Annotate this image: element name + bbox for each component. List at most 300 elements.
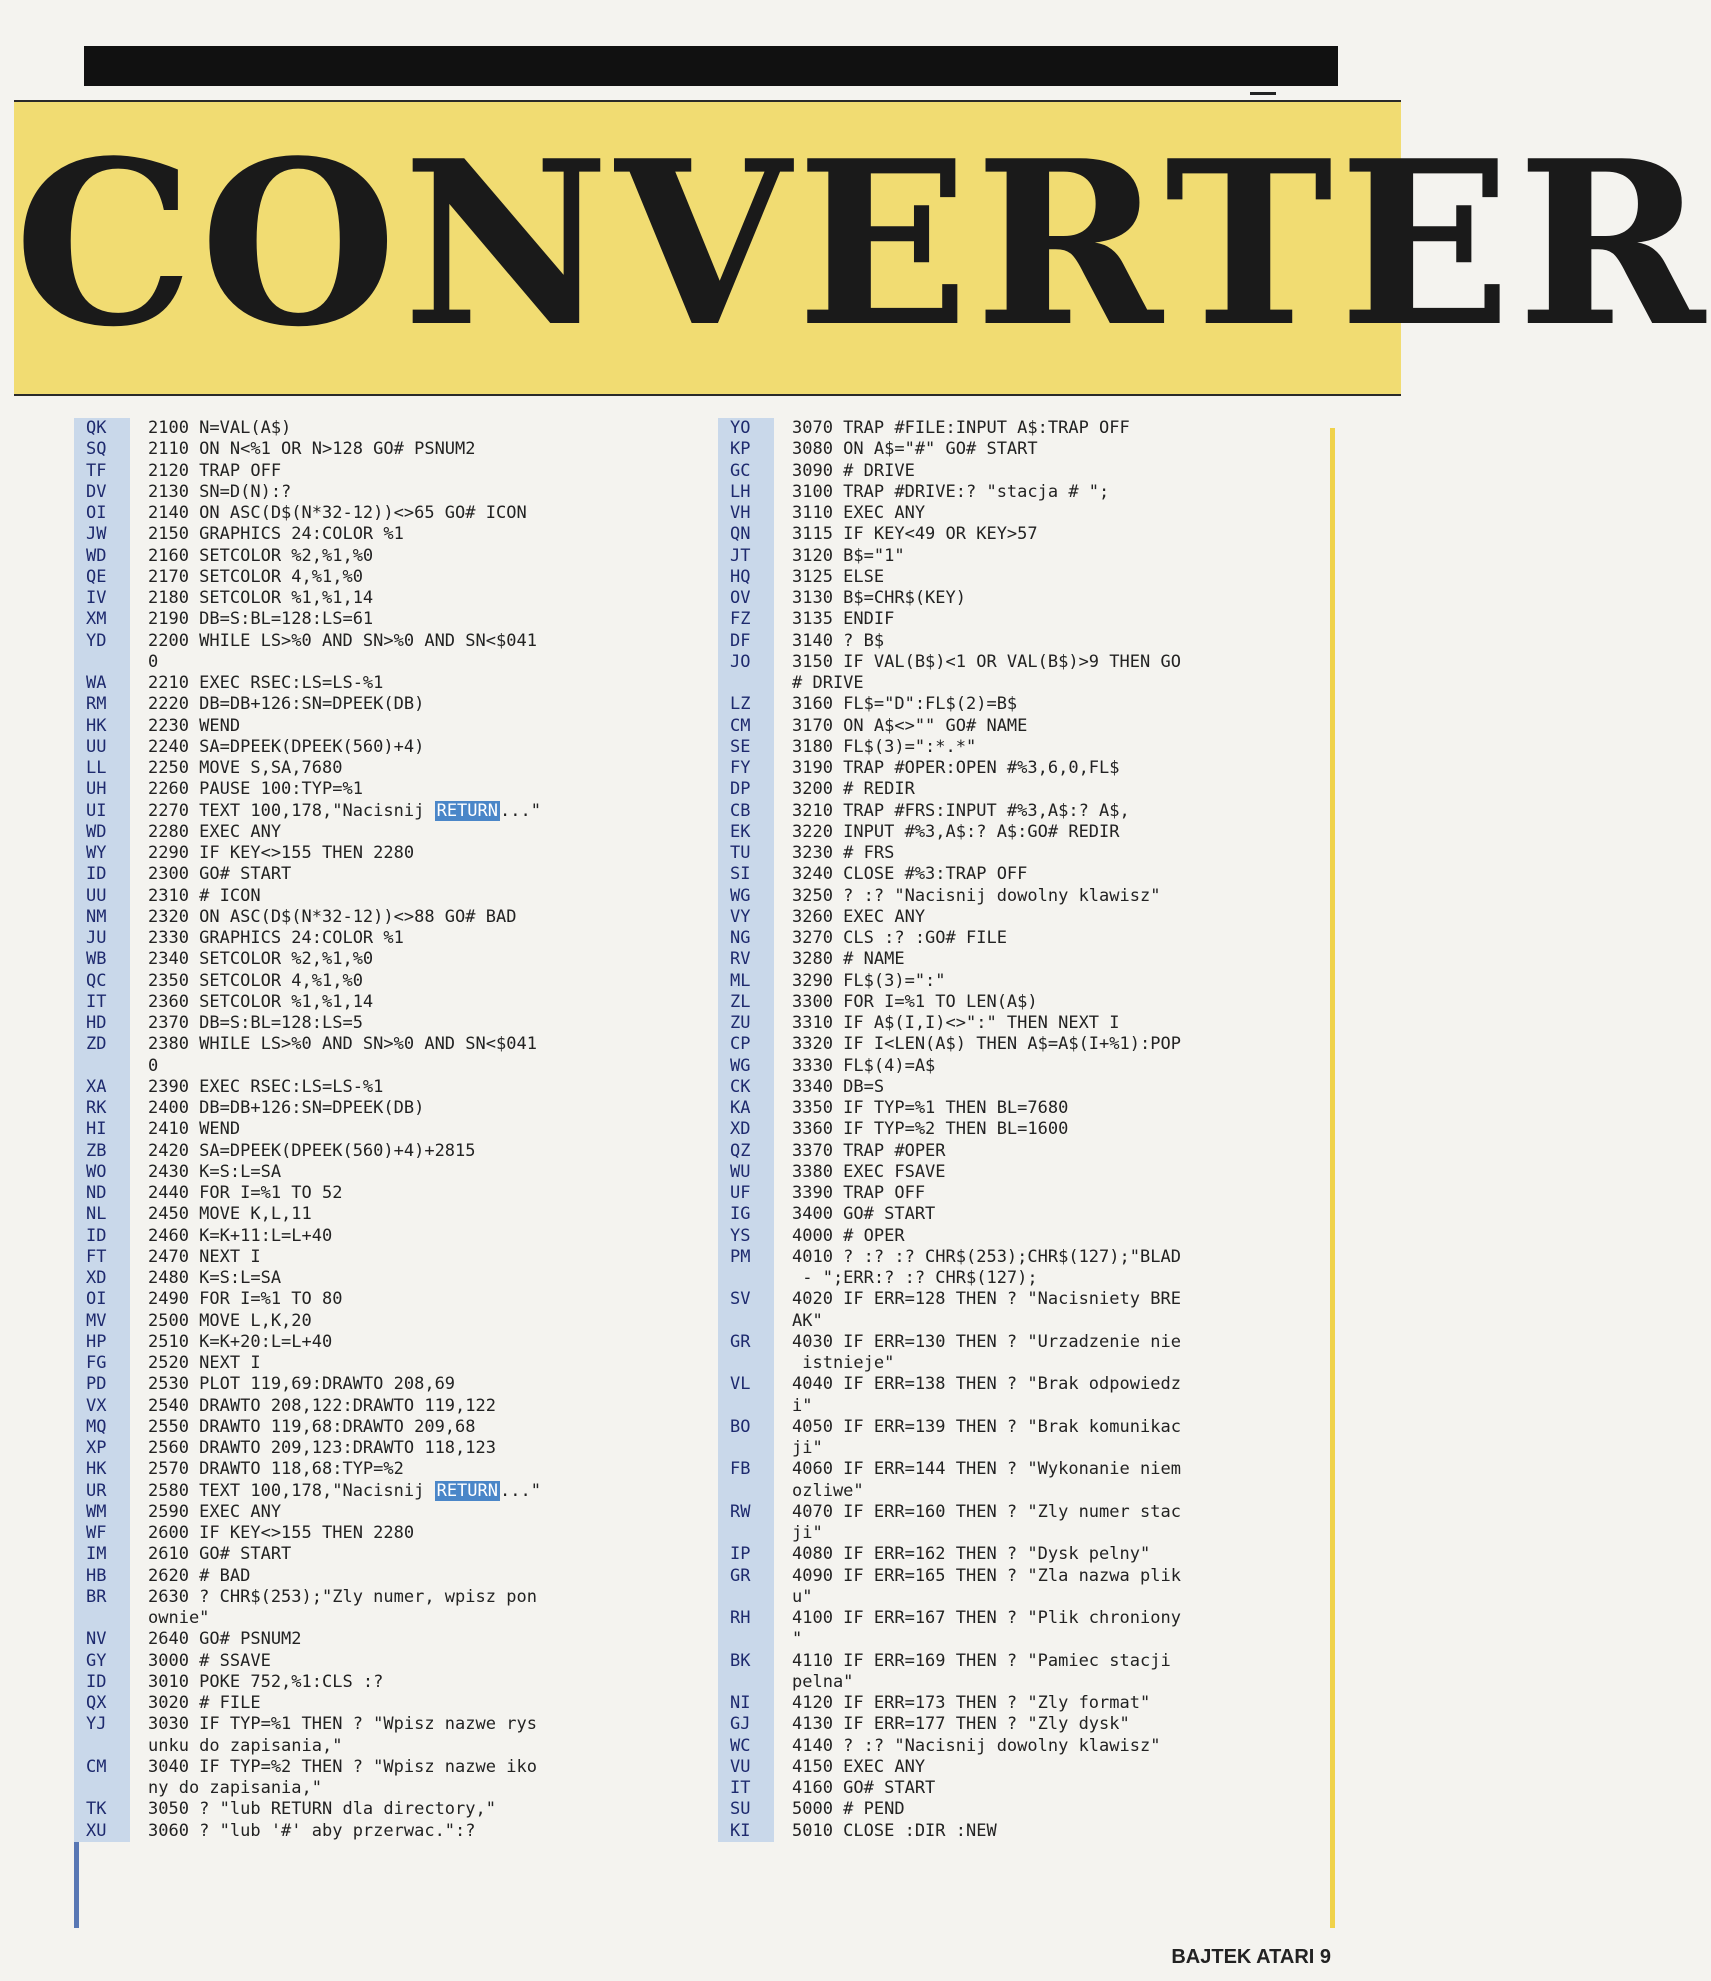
code-text	[130, 1374, 694, 1395]
code-text	[774, 1651, 1338, 1672]
code-text-main: 3000 # SSAVE	[148, 1650, 271, 1671]
code-text-main: 2310 # ICON	[148, 885, 261, 906]
checksum-code: KA	[718, 1098, 774, 1119]
checksum-code: ZU	[718, 1013, 774, 1034]
code-line	[718, 1034, 1338, 1055]
checksum-code: UF	[718, 1183, 774, 1204]
code-text	[774, 1056, 1338, 1077]
checksum-code: HK	[74, 1459, 130, 1480]
checksum-code: UI	[74, 801, 130, 822]
code-line	[718, 971, 1338, 992]
checksum-code	[74, 1608, 130, 1629]
code-line	[74, 971, 694, 992]
code-line	[718, 949, 1338, 970]
code-text	[774, 673, 1338, 694]
code-text-main: 4060 IF ERR=144 THEN ? "Wykonanie niem	[792, 1459, 1181, 1480]
code-text	[130, 1396, 694, 1417]
code-text-main: 2140 ON ASC(D$(N*32-12))<>65 GO# ICON	[148, 503, 527, 523]
code-text-main: 2200 WHILE LS>%0 AND SN>%0 AND SN<$041	[148, 630, 537, 651]
checksum-code	[718, 1672, 774, 1693]
code-line	[74, 1247, 694, 1268]
checksum-code: ZL	[718, 992, 774, 1013]
code-text-main: 4160 GO# START	[792, 1778, 936, 1798]
code-line	[74, 1693, 694, 1714]
code-text-main: 3230 # FRS	[792, 843, 895, 863]
code-text-main: 2480 K=S:L=SA	[148, 1268, 282, 1288]
return-key-highlight: RETURN	[436, 800, 498, 821]
code-line	[74, 1396, 694, 1417]
code-text	[774, 1608, 1338, 1629]
code-text	[130, 779, 694, 800]
code-text	[130, 864, 694, 885]
code-line	[74, 1629, 694, 1650]
checksum-code: BK	[718, 1651, 774, 1672]
code-line	[718, 1353, 1338, 1374]
checksum-code	[74, 652, 130, 673]
code-line	[718, 546, 1338, 567]
code-line	[74, 1183, 694, 1204]
checksum-code: OV	[718, 588, 774, 609]
checksum-code: WU	[718, 1162, 774, 1183]
checksum-code: MV	[74, 1311, 130, 1332]
code-text	[774, 1289, 1338, 1310]
code-text	[130, 1799, 694, 1820]
code-text-main: 4050 IF ERR=139 THEN ? "Brak komunikac	[792, 1416, 1181, 1437]
code-line	[718, 1183, 1338, 1204]
code-text-main: 2610 GO# START	[148, 1544, 292, 1565]
code-line	[718, 907, 1338, 928]
code-text	[774, 503, 1338, 524]
code-text-main: 4070 IF ERR=160 THEN ? "Zly numer stac	[792, 1501, 1181, 1522]
code-text	[130, 1608, 694, 1629]
checksum-code: NL	[74, 1204, 130, 1225]
code-text	[774, 779, 1338, 800]
checksum-code: YO	[718, 418, 774, 439]
code-line	[718, 1311, 1338, 1332]
code-text	[774, 1098, 1338, 1119]
checksum-code: QX	[74, 1693, 130, 1714]
code-text-main: ji"	[792, 1438, 823, 1458]
code-text-after: ..."	[500, 1480, 541, 1501]
code-line	[74, 1438, 694, 1459]
code-text	[130, 609, 694, 630]
code-text	[774, 1481, 1338, 1502]
code-text	[774, 1778, 1338, 1799]
code-line	[718, 822, 1338, 843]
checksum-code: DF	[718, 631, 774, 652]
code-text-main: 3160 FL$="D":FL$(2)=B$	[792, 694, 1018, 715]
code-text-main: 4120 IF ERR=173 THEN ? "Zly format"	[792, 1693, 1151, 1713]
code-line	[718, 779, 1338, 800]
checksum-code: WD	[74, 822, 130, 843]
checksum-code: WG	[718, 1056, 774, 1077]
code-text-main: 2220 DB=DB+126:SN=DPEEK(DB)	[148, 694, 425, 715]
code-line	[74, 886, 694, 907]
code-line	[718, 588, 1338, 609]
code-line	[74, 779, 694, 800]
code-text	[774, 971, 1338, 992]
code-text-main: 3150 IF VAL(B$)<1 OR VAL(B$)>9 THEN GO	[792, 651, 1181, 672]
code-text	[130, 1056, 694, 1077]
code-text	[774, 418, 1338, 439]
code-text-main: 3240 CLOSE #%3:TRAP OFF	[792, 864, 1028, 885]
code-line	[74, 864, 694, 885]
code-text-main: 2510 K=K+20:L=L+40	[148, 1331, 333, 1352]
code-line	[74, 1502, 694, 1523]
code-text-main: 3330 FL$(4)=A$	[792, 1055, 936, 1076]
code-line	[74, 461, 694, 482]
checksum-code: ID	[74, 1672, 130, 1693]
code-text-main: 2270 TEXT 100,178,"Nacisnij	[148, 800, 435, 821]
code-text	[774, 1629, 1338, 1650]
code-text	[774, 1417, 1338, 1438]
code-text	[130, 1268, 694, 1289]
code-line	[718, 1481, 1338, 1502]
checksum-code: RK	[74, 1098, 130, 1119]
code-text	[130, 1757, 694, 1778]
code-text	[774, 1268, 1338, 1289]
code-text-main: 2100 N=VAL(A$)	[148, 418, 292, 438]
banner-title: CONVERTER	[14, 112, 1711, 377]
code-text-main: - ";ERR:? :? CHR$(127);	[792, 1268, 1038, 1288]
code-line	[718, 1566, 1338, 1587]
code-line	[718, 1523, 1338, 1544]
code-text	[774, 1183, 1338, 1204]
code-line	[718, 1247, 1338, 1268]
code-text-main: 2550 DRAWTO 119,68:DRAWTO 209,68	[148, 1416, 476, 1437]
checksum-code: CK	[718, 1077, 774, 1098]
code-text-main: 4040 IF ERR=138 THEN ? "Brak odpowiedz	[792, 1374, 1181, 1395]
code-text-main: 4140 ? :? "Nacisnij dowolny klawisz"	[792, 1735, 1161, 1756]
checksum-code: OI	[74, 1289, 130, 1310]
code-line	[74, 1566, 694, 1587]
code-line	[718, 1821, 1338, 1842]
code-text-main: 3320 IF I<LEN(A$) THEN A$=A$(I+%1):POP	[792, 1034, 1181, 1055]
code-text-main: 2640 GO# PSNUM2	[148, 1629, 302, 1650]
code-line	[74, 1608, 694, 1629]
code-text	[130, 482, 694, 503]
code-text-main: 3390 TRAP OFF	[792, 1183, 926, 1203]
code-line	[74, 928, 694, 949]
checksum-code	[718, 1396, 774, 1417]
code-text-main: pelna"	[792, 1671, 854, 1692]
code-text	[774, 1162, 1338, 1183]
checksum-code	[718, 1587, 774, 1608]
code-line	[74, 1077, 694, 1098]
code-text	[130, 1311, 694, 1332]
checksum-code: WG	[718, 886, 774, 907]
code-text	[130, 1587, 694, 1608]
code-text-main: 3190 TRAP #OPER:OPEN #%3,6,0,FL$	[792, 758, 1120, 778]
code-text-main: 3130 B$=CHR$(KEY)	[792, 588, 966, 608]
code-text-main: 4020 IF ERR=128 THEN ? "Nacisniety BRE	[792, 1289, 1181, 1310]
code-line	[718, 482, 1338, 503]
code-text-main: 3020 # FILE	[148, 1693, 261, 1713]
checksum-code: OI	[74, 503, 130, 524]
code-text-main: 3360 IF TYP=%2 THEN BL=1600	[792, 1119, 1069, 1140]
code-text	[774, 694, 1338, 715]
code-line	[74, 1162, 694, 1183]
code-line	[718, 1736, 1338, 1757]
code-line	[718, 1141, 1338, 1162]
checksum-code: HP	[74, 1332, 130, 1353]
code-line	[74, 588, 694, 609]
code-text	[774, 1757, 1338, 1778]
code-line	[74, 1141, 694, 1162]
code-text	[774, 1544, 1338, 1565]
code-text-main: 2490 FOR I=%1 TO 80	[148, 1289, 343, 1310]
checksum-code: LL	[74, 758, 130, 779]
code-text-main: 2530 PLOT 119,69:DRAWTO 208,69	[148, 1374, 456, 1395]
code-text-main: 5010 CLOSE :DIR :NEW	[792, 1820, 997, 1841]
code-text	[774, 1332, 1338, 1353]
code-text	[130, 1651, 694, 1672]
code-text-main: istnieje"	[792, 1353, 895, 1373]
code-line	[74, 567, 694, 588]
code-line	[74, 1374, 694, 1395]
code-text	[130, 1629, 694, 1650]
code-text-main: 2160 SETCOLOR %2,%1,%0	[148, 545, 374, 566]
code-text	[774, 1736, 1338, 1757]
code-line	[74, 1757, 694, 1778]
code-text-main: 3060 ? "lub '#' aby przerwac.":?	[148, 1820, 476, 1841]
code-text	[774, 992, 1338, 1013]
checksum-code: QC	[74, 971, 130, 992]
code-text	[774, 1013, 1338, 1034]
code-text	[130, 1417, 694, 1438]
checksum-code: RV	[718, 949, 774, 970]
code-text-main: 2590 EXEC ANY	[148, 1501, 282, 1522]
checksum-code: KI	[718, 1821, 774, 1842]
checksum-code: XP	[74, 1438, 130, 1459]
code-text-main: 2210 EXEC RSEC:LS=LS-%1	[148, 673, 384, 693]
code-text-main: 2120 TRAP OFF	[148, 460, 282, 481]
code-text	[774, 1396, 1338, 1417]
code-text-main: 0	[148, 651, 159, 672]
code-line	[718, 1714, 1338, 1735]
code-line	[74, 1311, 694, 1332]
code-text	[130, 1523, 694, 1544]
code-text	[774, 1247, 1338, 1268]
code-text-main: 2370 DB=S:BL=128:LS=5	[148, 1013, 363, 1033]
code-text-main: 2500 MOVE L,K,20	[148, 1310, 312, 1331]
code-text-main: 4000 # OPER	[792, 1225, 905, 1246]
code-text-main: 2290 IF KEY<>155 THEN 2280	[148, 843, 415, 863]
code-text-main: 3090 # DRIVE	[792, 460, 915, 481]
left-code-column	[74, 418, 694, 1842]
code-line	[718, 1757, 1338, 1778]
checksum-code: SU	[718, 1799, 774, 1820]
code-text	[130, 567, 694, 588]
code-text	[774, 1566, 1338, 1587]
checksum-code: GY	[74, 1651, 130, 1672]
code-text	[130, 439, 694, 460]
page-footer: BAJTEK ATARI 9	[1171, 1946, 1331, 1968]
code-text	[774, 1374, 1338, 1395]
top-mark	[1250, 92, 1276, 95]
code-text-main: 4150 EXEC ANY	[792, 1756, 926, 1777]
code-text	[130, 588, 694, 609]
code-line	[718, 801, 1338, 822]
code-line	[74, 482, 694, 503]
code-text-main: 2620 # BAD	[148, 1565, 251, 1586]
code-text-main: 3100 TRAP #DRIVE:? "stacja # ";	[792, 481, 1110, 502]
code-text	[130, 1183, 694, 1204]
checksum-code: BO	[718, 1417, 774, 1438]
code-line	[74, 652, 694, 673]
code-line	[74, 503, 694, 524]
code-text-main: 3115 IF KEY<49 OR KEY>57	[792, 524, 1038, 545]
code-text	[130, 1459, 694, 1480]
checksum-code: SI	[718, 864, 774, 885]
code-text-main: 2580 TEXT 100,178,"Nacisnij	[148, 1480, 435, 1501]
checksum-code: IV	[74, 588, 130, 609]
checksum-code: GR	[718, 1332, 774, 1353]
checksum-code: NG	[718, 928, 774, 949]
code-text-main: 3170 ON A$<>"" GO# NAME	[792, 715, 1028, 736]
code-line	[74, 1587, 694, 1608]
code-line	[74, 609, 694, 630]
code-text	[130, 758, 694, 779]
code-text	[774, 1587, 1338, 1608]
code-text	[130, 1714, 694, 1735]
checksum-code: JW	[74, 524, 130, 545]
code-line	[74, 673, 694, 694]
checksum-code: YD	[74, 631, 130, 652]
code-line	[718, 1438, 1338, 1459]
code-text-main: 4090 IF ERR=165 THEN ? "Zla nazwa plik	[792, 1565, 1181, 1586]
code-line	[74, 716, 694, 737]
checksum-code: GJ	[718, 1714, 774, 1735]
code-line	[718, 1799, 1338, 1820]
code-line	[718, 1778, 1338, 1799]
code-line	[718, 1459, 1338, 1480]
code-line	[718, 1544, 1338, 1565]
code-text-main: 3370 TRAP #OPER	[792, 1140, 946, 1161]
code-text	[774, 482, 1338, 503]
code-line	[718, 1056, 1338, 1077]
code-text-main: ji"	[792, 1523, 823, 1543]
checksum-code	[718, 1523, 774, 1544]
code-text-main: 3280 # NAME	[792, 949, 905, 970]
checksum-code: VY	[718, 907, 774, 928]
code-text-main: 3220 INPUT #%3,A$:? A$:GO# REDIR	[792, 821, 1120, 842]
checksum-code: HQ	[718, 567, 774, 588]
checksum-code: XA	[74, 1077, 130, 1098]
code-text	[130, 1332, 694, 1353]
checksum-code: LH	[718, 482, 774, 503]
code-line	[718, 1396, 1338, 1417]
right-code-column	[718, 418, 1338, 1842]
code-text-main: 3110 EXEC ANY	[792, 503, 926, 523]
code-text-main: 2540 DRAWTO 208,122:DRAWTO 119,122	[148, 1395, 496, 1416]
checksum-code: WA	[74, 673, 130, 694]
code-line	[74, 1226, 694, 1247]
checksum-code: WB	[74, 949, 130, 970]
code-line	[74, 1736, 694, 1757]
checksum-code: MQ	[74, 1417, 130, 1438]
code-text-main: ownie"	[148, 1608, 210, 1628]
code-text-main: 3040 IF TYP=%2 THEN ? "Wpisz nazwe iko	[148, 1756, 537, 1777]
code-text	[130, 1162, 694, 1183]
code-text-main: 2150 GRAPHICS 24:COLOR %1	[148, 524, 404, 545]
code-text-main: 2110 ON N<%1 OR N>128 GO# PSNUM2	[148, 439, 476, 460]
code-line	[718, 1587, 1338, 1608]
code-text	[774, 546, 1338, 567]
code-text	[774, 1714, 1338, 1735]
code-line	[718, 1417, 1338, 1438]
code-line	[74, 524, 694, 545]
code-text-main: # DRIVE	[792, 673, 864, 693]
code-line	[718, 567, 1338, 588]
code-line	[718, 1289, 1338, 1310]
checksum-code: IP	[718, 1544, 774, 1565]
code-line	[74, 1056, 694, 1077]
checksum-code: FY	[718, 758, 774, 779]
code-text-main: 3400 GO# START	[792, 1204, 936, 1225]
checksum-code: UU	[74, 737, 130, 758]
code-text	[130, 992, 694, 1013]
checksum-code: UR	[74, 1481, 130, 1502]
code-text	[130, 418, 694, 439]
code-line	[718, 673, 1338, 694]
code-text	[130, 1502, 694, 1523]
code-text-main: 2240 SA=DPEEK(DPEEK(560)+4)	[148, 736, 425, 757]
code-text	[774, 949, 1338, 970]
code-text-main: u"	[792, 1586, 813, 1607]
code-text-main: 4100 IF ERR=167 THEN ? "Plik chroniony	[792, 1608, 1181, 1628]
code-text	[774, 907, 1338, 928]
code-text	[774, 801, 1338, 822]
title-banner	[14, 100, 1711, 396]
code-text-main: 2570 DRAWTO 118,68:TYP=%2	[148, 1459, 404, 1480]
code-line	[74, 801, 694, 822]
checksum-code: UH	[74, 779, 130, 800]
checksum-code: CM	[718, 716, 774, 737]
code-text	[774, 1693, 1338, 1714]
code-line	[718, 1226, 1338, 1247]
checksum-code: FG	[74, 1353, 130, 1374]
code-text	[774, 886, 1338, 907]
code-line	[74, 1119, 694, 1140]
checksum-code: VL	[718, 1374, 774, 1395]
code-line	[74, 1098, 694, 1119]
checksum-code: FT	[74, 1247, 130, 1268]
code-line	[718, 1162, 1338, 1183]
checksum-code: QK	[74, 418, 130, 439]
code-text	[130, 1247, 694, 1268]
checksum-code: XM	[74, 609, 130, 630]
checksum-code: IG	[718, 1204, 774, 1225]
code-line	[74, 1332, 694, 1353]
checksum-code: NI	[718, 1693, 774, 1714]
code-text	[774, 1077, 1338, 1098]
code-text-main: 2180 SETCOLOR %1,%1,14	[148, 588, 374, 608]
checksum-code: KP	[718, 439, 774, 460]
code-line	[718, 1268, 1338, 1289]
checksum-code: ZB	[74, 1141, 130, 1162]
code-text-main: 2280 EXEC ANY	[148, 821, 282, 842]
checksum-code: WD	[74, 546, 130, 567]
code-text	[774, 1204, 1338, 1225]
code-line	[718, 716, 1338, 737]
code-text	[774, 864, 1338, 885]
code-text-main: 2560 DRAWTO 209,123:DRAWTO 118,123	[148, 1438, 496, 1458]
code-text-main: 2520 NEXT I	[148, 1353, 261, 1373]
code-line	[74, 1651, 694, 1672]
code-text	[130, 1544, 694, 1565]
code-line	[74, 822, 694, 843]
